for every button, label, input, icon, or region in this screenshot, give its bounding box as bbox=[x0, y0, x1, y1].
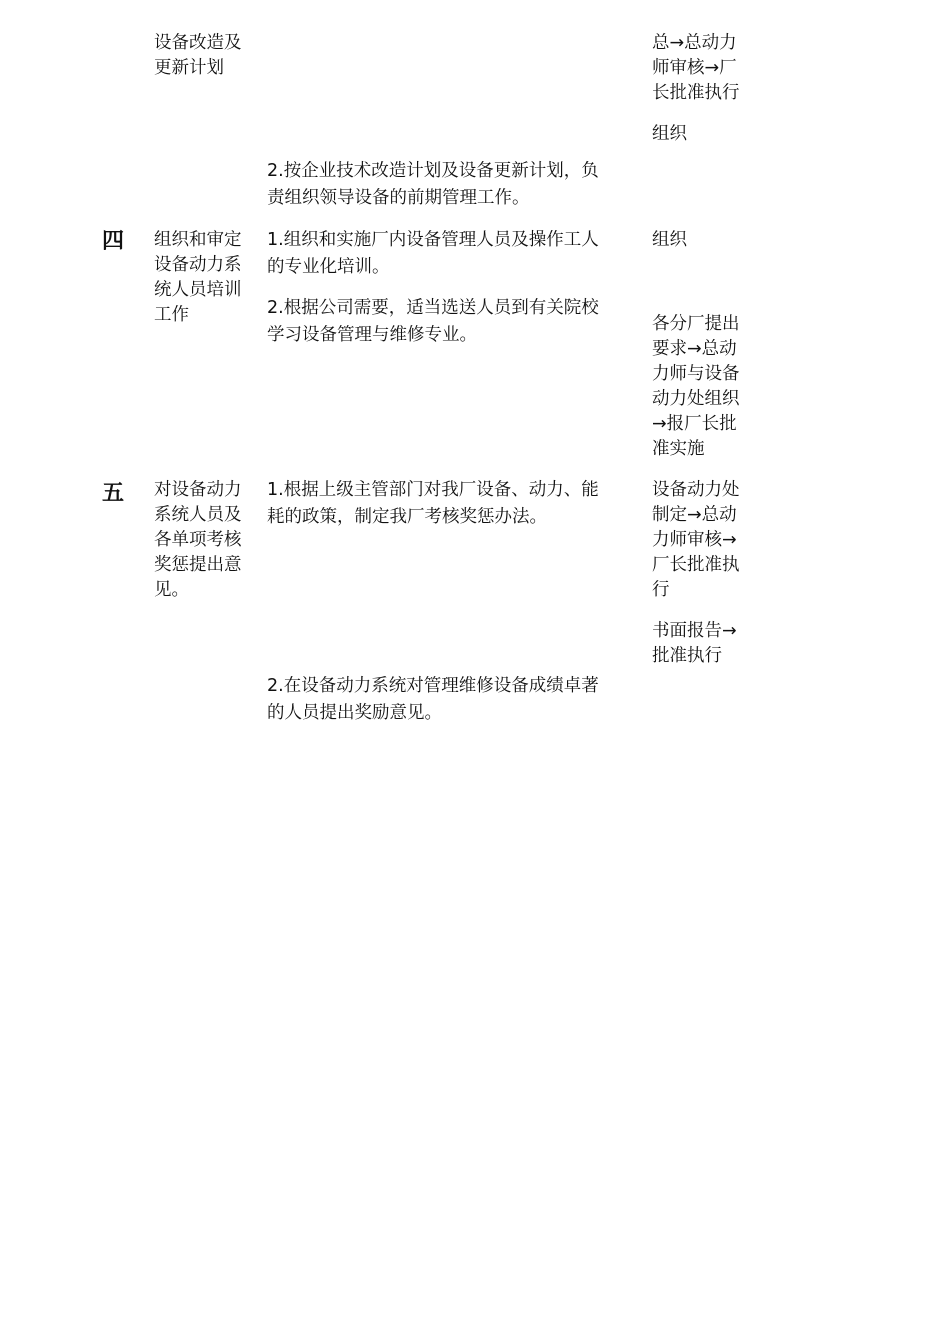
item-line: 学习设备管理与维修专业。 bbox=[267, 325, 477, 345]
topic-line: 设备改造及 bbox=[154, 33, 242, 53]
topic-line: 对设备动力 bbox=[154, 480, 242, 500]
item-line: 耗的政策，制定我厂考核奖惩办法。 bbox=[267, 507, 547, 527]
item-line: 2.在设备动力系统对管理维修设备成绩卓著 bbox=[267, 676, 599, 696]
procedure-line: 行 bbox=[652, 580, 670, 600]
topic-line: 系统人员及 bbox=[154, 505, 242, 525]
row-number: 四 bbox=[102, 229, 125, 254]
procedure-line: 组织 bbox=[652, 230, 687, 250]
topic-line: 统人员培训 bbox=[154, 280, 242, 300]
topic-line: 奖惩提出意 bbox=[154, 555, 242, 575]
item-line: 的人员提出奖励意见。 bbox=[267, 703, 442, 723]
procedure-line: 各分厂提出 bbox=[652, 314, 740, 334]
topic-line: 设备动力系 bbox=[154, 255, 242, 275]
procedure-line: 力师审核→ bbox=[652, 530, 737, 550]
item-line: 的专业化培训。 bbox=[267, 257, 390, 277]
topic-line: 工作 bbox=[154, 305, 189, 325]
procedure-line: 书面报告→ bbox=[652, 621, 737, 641]
topic-line: 见。 bbox=[154, 580, 189, 600]
procedure-line: 设备动力处 bbox=[652, 480, 740, 500]
item-line: 1.根据上级主管部门对我厂设备、动力、能 bbox=[267, 480, 599, 500]
procedure-line: 长批准执行 bbox=[652, 83, 740, 103]
procedure-line: 动力处组织 bbox=[652, 389, 740, 409]
item-line: 责组织领导设备的前期管理工作。 bbox=[267, 188, 530, 208]
procedure-line: 批准执行 bbox=[652, 646, 722, 666]
topic-line: 各单项考核 bbox=[154, 530, 242, 550]
topic-line: 组织和审定 bbox=[154, 230, 242, 250]
item-line: 1.组织和实施厂内设备管理人员及操作工人 bbox=[267, 230, 599, 250]
item-line: 2.按企业技术改造计划及设备更新计划，负 bbox=[267, 161, 599, 181]
procedure-line: 制定→总动 bbox=[652, 505, 737, 525]
procedure-line: 要求→总动 bbox=[652, 339, 737, 359]
procedure-line: 准实施 bbox=[652, 439, 705, 459]
row-number: 五 bbox=[102, 481, 125, 506]
procedure-line: 总→总动力 bbox=[652, 33, 737, 53]
procedure-line: 力师与设备 bbox=[652, 364, 740, 384]
procedure-line: →报厂长批 bbox=[652, 414, 737, 434]
item-line: 2.根据公司需要，适当选送人员到有关院校 bbox=[267, 298, 599, 318]
procedure-line: 厂长批准执 bbox=[652, 555, 740, 575]
procedure-line: 师审核→厂 bbox=[652, 58, 737, 78]
procedure-line: 组织 bbox=[652, 124, 687, 144]
topic-line: 更新计划 bbox=[154, 58, 224, 78]
